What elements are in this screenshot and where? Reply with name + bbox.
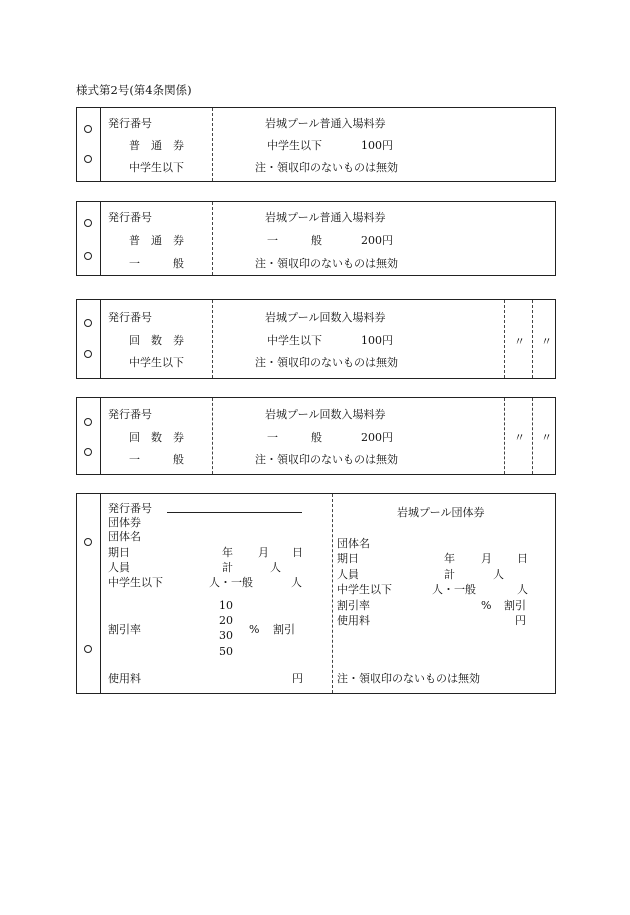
punch-hole-icon xyxy=(84,538,92,546)
person-unit: 人 xyxy=(493,568,504,581)
group-name-label: 団体名 xyxy=(108,530,141,543)
ticket-note: 注・領収印のないものは無効 xyxy=(255,161,398,174)
general-person-unit: 人 xyxy=(517,583,528,596)
members-label: 人員 xyxy=(337,568,359,581)
month-label: 月 xyxy=(481,552,492,565)
ticket-title: 岩城プール普通入場料券 xyxy=(265,117,386,130)
ticket-category: 中学生以下 xyxy=(267,334,322,347)
issue-number-label: 発行番号 xyxy=(108,211,152,224)
ticket-type-label: 回 数 券 xyxy=(129,431,184,444)
group-ticket-label: 団体券 xyxy=(108,516,141,529)
discount-rate-option: 10 xyxy=(219,599,233,612)
punch-hole-icon xyxy=(84,418,92,426)
junior-label: 中学生以下 xyxy=(337,583,392,596)
discount-rate-label: 割引率 xyxy=(108,623,141,636)
issue-number-underline xyxy=(167,512,302,513)
general-person-unit: 人 xyxy=(291,576,302,589)
discount-rate-option: 50 xyxy=(219,645,233,658)
perforation-line xyxy=(212,300,213,378)
ticket-category: 中学生以下 xyxy=(267,139,322,152)
ticket-price: 200円 xyxy=(361,234,393,247)
discount-label: 割引 xyxy=(504,599,526,612)
ticket-regular-junior xyxy=(76,107,556,182)
junior-person-general-label: 人・一般 xyxy=(209,576,253,589)
fee-label: 使用料 xyxy=(108,672,141,685)
yen-unit: 円 xyxy=(515,614,526,627)
ticket-note: 注・領収印のないものは無効 xyxy=(255,356,398,369)
binding-line xyxy=(100,108,101,181)
discount-rate-option: 20 xyxy=(219,614,233,627)
discount-rate-label: 割引率 xyxy=(337,599,370,612)
ticket-category: 一 般 xyxy=(267,431,322,444)
ditto-mark: 〃 xyxy=(514,431,525,444)
perforation-line xyxy=(532,398,533,474)
punch-hole-icon xyxy=(84,252,92,260)
ticket-category: 一 般 xyxy=(267,234,322,247)
percent-sign: % xyxy=(481,599,492,612)
binding-line xyxy=(100,300,101,378)
ticket-coupon-general xyxy=(76,397,556,475)
day-label: 日 xyxy=(517,552,528,565)
stub-category-label: 中学生以下 xyxy=(129,161,184,174)
total-label: 計 xyxy=(222,561,233,574)
ticket-group xyxy=(76,493,556,694)
fee-label: 使用料 xyxy=(337,614,370,627)
perforation-line xyxy=(212,398,213,474)
binding-line xyxy=(100,202,101,275)
ticket-coupon-junior xyxy=(76,299,556,379)
ticket-price: 100円 xyxy=(361,139,393,152)
perforation-line xyxy=(532,300,533,378)
period-label: 期日 xyxy=(337,552,359,565)
junior-person-general-label: 人・一般 xyxy=(432,583,476,596)
perforation-line xyxy=(212,202,213,275)
ticket-note: 注・領収印のないものは無効 xyxy=(337,672,480,685)
members-label: 人員 xyxy=(108,561,130,574)
perforation-line xyxy=(332,494,333,693)
ticket-type-label: 回 数 券 xyxy=(129,334,184,347)
stub-category-label: 一 般 xyxy=(129,257,184,270)
perforation-line xyxy=(504,398,505,474)
ticket-price: 100円 xyxy=(361,334,393,347)
issue-number-label: 発行番号 xyxy=(108,117,152,130)
period-label: 期日 xyxy=(108,546,130,559)
ditto-mark: 〃 xyxy=(541,335,552,348)
group-ticket-title: 岩城プール団体券 xyxy=(397,506,485,519)
perforation-line xyxy=(212,108,213,181)
punch-hole-icon xyxy=(84,645,92,653)
ticket-note: 注・領収印のないものは無効 xyxy=(255,257,398,270)
issue-number-label: 発行番号 xyxy=(108,311,152,324)
form-title: 様式第2号(第4条関係) xyxy=(76,83,192,97)
binding-line xyxy=(100,398,101,474)
month-label: 月 xyxy=(258,546,269,559)
ticket-title: 岩城プール回数入場料券 xyxy=(265,311,386,324)
stub-category-label: 中学生以下 xyxy=(129,356,184,369)
ticket-title: 岩城プール回数入場料券 xyxy=(265,408,386,421)
group-name-label: 団体名 xyxy=(337,537,370,550)
discount-label: 割引 xyxy=(273,623,295,636)
punch-hole-icon xyxy=(84,125,92,133)
percent-sign: % xyxy=(249,623,260,636)
ticket-type-label: 普 通 券 xyxy=(129,139,184,152)
ticket-title: 岩城プール普通入場料券 xyxy=(265,211,386,224)
year-label: 年 xyxy=(444,552,455,565)
punch-hole-icon xyxy=(84,219,92,227)
ticket-regular-general xyxy=(76,201,556,276)
ticket-price: 200円 xyxy=(361,431,393,444)
stub-category-label: 一 般 xyxy=(129,453,184,466)
total-label: 計 xyxy=(444,568,455,581)
ditto-mark: 〃 xyxy=(514,335,525,348)
punch-hole-icon xyxy=(84,155,92,163)
person-unit: 人 xyxy=(270,561,281,574)
day-label: 日 xyxy=(292,546,303,559)
issue-number-label: 発行番号 xyxy=(108,408,152,421)
ticket-note: 注・領収印のないものは無効 xyxy=(255,453,398,466)
discount-rate-option: 30 xyxy=(219,629,233,642)
punch-hole-icon xyxy=(84,350,92,358)
junior-label: 中学生以下 xyxy=(108,576,163,589)
perforation-line xyxy=(504,300,505,378)
issue-number-label: 発行番号 xyxy=(108,502,152,515)
year-label: 年 xyxy=(222,546,233,559)
ditto-mark: 〃 xyxy=(541,431,552,444)
punch-hole-icon xyxy=(84,448,92,456)
binding-line xyxy=(100,494,101,693)
yen-unit: 円 xyxy=(292,672,303,685)
punch-hole-icon xyxy=(84,319,92,327)
ticket-type-label: 普 通 券 xyxy=(129,234,184,247)
